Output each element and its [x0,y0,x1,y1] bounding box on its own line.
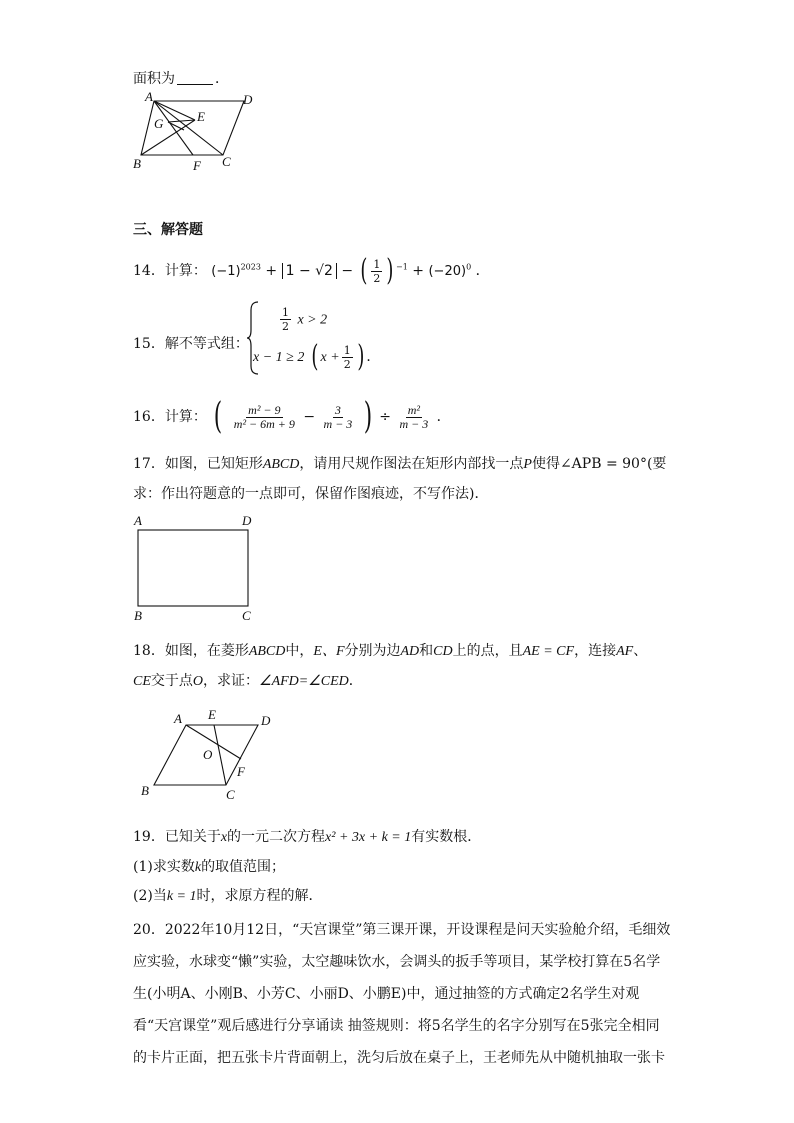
label-d: D [242,513,252,528]
question-17-line2: 求：作出符题意的一点即可，保留作图痕迹，不写作法)． [133,486,489,502]
label-f: F [193,158,201,173]
question-19-line1: 19．已知关于x的一元二次方程x² + 3x + k = 1有实数根． [133,829,482,845]
segment-af [186,725,241,759]
label-c: C [222,154,231,169]
question-16: 16．计算： ( $\frac{\text{m² − 9}}{\text{m² − 6m + 9}}$ − $\frac{3}{m - 3}$ ) ÷ $\frac{\text{m²}}{m - 3}$ ． [133,396,451,437]
label-a: A [134,513,142,528]
q13-answer-line: 面积为 ． [133,71,229,87]
segment-ce [214,725,226,785]
question-20-line3: 生(小明A、小刚B、小芳C、小丽D、小鹏E)中，通过抽签的方式确定2名学生对观 [133,986,640,1002]
question-17-line1: 17．如图，已知矩形ABCD，请用尺规作图法在矩形内部找一点P使得∠APB = 90°(要 [133,456,667,472]
q13-parallelogram-figure [128,88,268,176]
label-b: B [141,783,149,798]
label-a: A [145,89,153,104]
segment-ge [168,120,195,122]
label-o: O [203,747,213,762]
q18-rhombus-figure [136,703,286,803]
question-14: 14．计算： $(-1)^{2023} + 1 - √2$ − ( $\frac{1}{2}$ ) $^{-1} + (-20)^0$ ． [133,253,490,288]
label-a: A [174,711,182,726]
label-d: D [261,713,271,728]
label-e: E [208,707,216,722]
question-20-line2: 应实验，水球变“懒”实验，太空趣味饮水，会调头的扳手等项目，某学校打算在5名学 [133,954,661,970]
rectangle-abcd [138,530,248,606]
absolute-value: 1 − √2 [282,263,337,279]
label-d: D [243,92,253,107]
label-f: F [237,764,245,779]
diagonal-ac [154,101,223,155]
question-15-label: 15．解不等式组： [133,336,249,352]
question-20-line4: 看“天宫课堂”观后感进行分享诵读 抽签规则：将5名学生的名字分别写在5张完全相同 [133,1018,660,1034]
inequality-2: x − 1 ≥ 2 ( x + $\frac{1}{2}$ ) ． [253,339,381,374]
label-g: G [154,116,164,131]
question-20-line1: 20．2022年10月12日，“天宫课堂”第三课开课，开设课程是问天实验舱介绍，毛细效 [133,922,671,938]
question-19-sub2: (2)当k = 1时，求原方程的解． [133,888,323,904]
question-20-line5: 的卡片正面，把五张卡片背面朝上，洗匀后放在桌子上，王老师先从中随机抽取一张卡 [133,1050,665,1066]
label-b: B [133,156,141,171]
inequality-1: $\frac{1}{2}$ x > 2 [282,306,328,333]
answer-blank [177,70,213,85]
label-b: B [134,608,142,623]
question-19-sub1: (1)求实数k的取值范围； [133,859,286,875]
q17-rectangle-figure [128,510,268,628]
question-18-line1: 18．如图，在菱形ABCD中，E、F分别为边AD和CD上的点，且AE = CF，连接AF、 [133,643,648,659]
section-title: 三、解答题 [133,222,203,238]
question-18-line2: CE交于点O，求证：∠AFD=∠CED． [133,673,363,689]
fraction-half: $\frac{1}{2}$ [373,257,381,285]
label-c: C [242,608,251,623]
label-c: C [226,787,235,802]
label-e: E [197,109,205,124]
segment-be [141,120,195,155]
